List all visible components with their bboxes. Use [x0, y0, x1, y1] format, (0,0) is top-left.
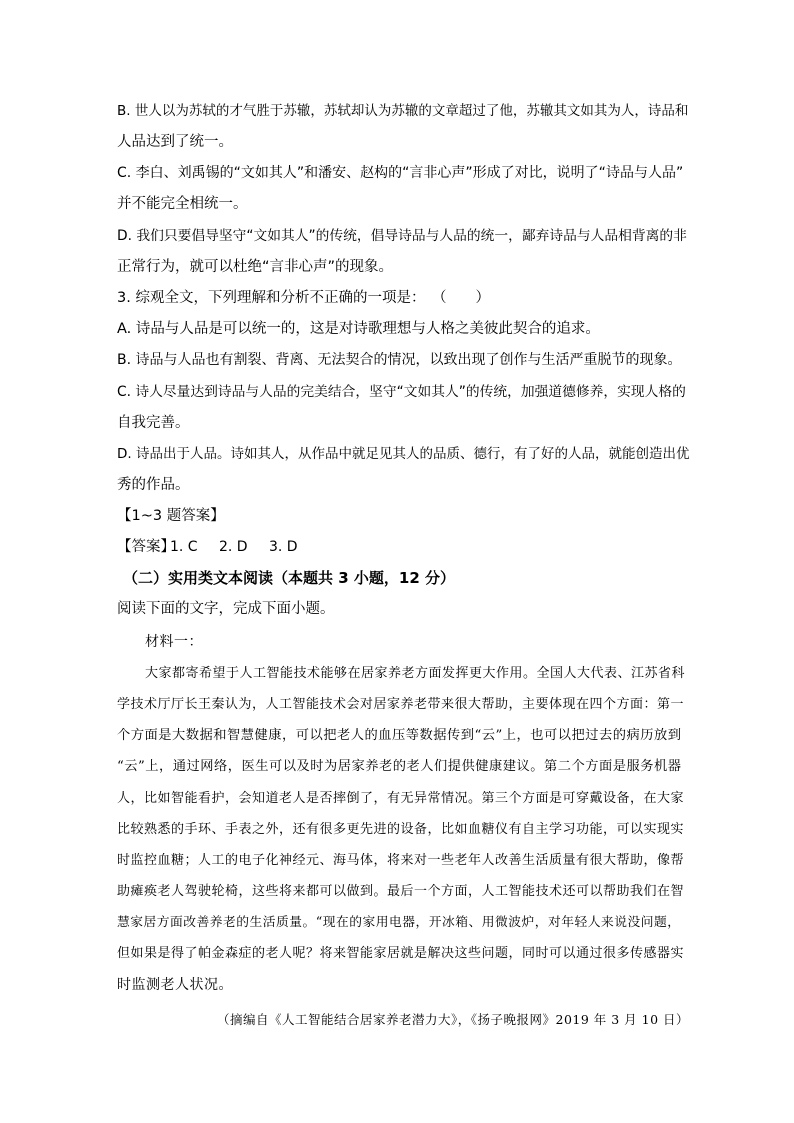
paragraph-line: 比较熟悉的手环、手表之外，还有很多更先进的设备，比如血糖仪有自主学习功能，可以实现实	[117, 822, 685, 837]
paragraph-line: 助瘫痪老人驾驶轮椅，这些将来都可以做到。最后一个方面，人工智能技术还可以帮助我们在智	[117, 884, 685, 899]
material-label: 材料一：	[145, 634, 203, 650]
answer-heading: 【1~3 题答案】	[117, 508, 225, 524]
answer-label: 【答案】	[117, 539, 175, 555]
paragraph-line: 个方面是大数据和智慧健康，可以把老人的血压等数据传到“云”上，也可以把过去的病历放到	[117, 728, 682, 743]
paragraph-line: 时监控血糖；人工的电子化神经元、海马体，将来对一些老年人改善生活质量有很大帮助，像帮	[117, 853, 685, 868]
q3-option-b: B. 诗品与人品也有割裂、背离、无法契合的情况，以致出现了创作与生活严重脱节的现象。	[117, 352, 682, 368]
paragraph-line: 但如果是得了帕金森症的老人呢？将来智能家居就是解决这些问题，同时可以通过很多传感器实	[117, 946, 685, 961]
q3-option-d-line1: D. 诗品出于人品。诗如其人，从作品中就足见其人的品质、德行，有了好的人品，就能创造出优	[117, 446, 690, 462]
q3-stem: 3. 综观全文，下列理解和分析不正确的一项是：	[117, 290, 426, 306]
q3-option-a: A. 诗品与人品是可以统一的，这是对诗歌理想与人格之美彼此契合的追求。	[117, 321, 600, 337]
paragraph-line: 学技术厅厅长王秦认为，人工智能技术会对居家养老带来很大帮助，主要体现在四个方面：第一	[117, 697, 685, 712]
answer-3: 3. D	[269, 539, 298, 555]
answer-2: 2. D	[219, 539, 248, 555]
paragraph-line: 大家都寄希望于人工智能技术能够在居家养老方面发挥更大作用。全国人大代表、江苏省科	[145, 666, 686, 681]
q3-option-c-line1: C. 诗人尽量达到诗品与人品的完美结合，坚守“文如其人”的传统，加强道德修养，实现人格的	[117, 384, 686, 400]
section-instruction: 阅读下面的文字，完成下面小题。	[117, 601, 335, 617]
paragraph-line: 人，比如智能看护，会知道老人是否摔倒了，有无异常情况。第三个方面是可穿戴设备，在大家	[117, 791, 685, 806]
q2-option-c-line1: C. 李白、刘禹锡的“文如其人”和潘安、赵构的“言非心声”形成了对比，说明了“诗品与人品”	[117, 165, 684, 181]
source-citation: （摘编自《人工智能结合居家养老潜力大》，《扬子晚报网》2019 年 3 月 10 日）	[217, 1012, 690, 1027]
paragraph-line: 时监测老人状况。	[117, 977, 233, 993]
q2-option-b-line2: 人品达到了统一。	[117, 134, 233, 150]
paragraph-line: “云”上，通过网络，医生可以及时为居家养老的老人们提供健康建议。第二个方面是服务机器	[117, 759, 682, 774]
section-heading: （二）实用类文本阅读（本题共 3 小题，12 分）	[123, 569, 455, 587]
q3-answer-blank: （ ）	[432, 290, 490, 306]
paragraph-line: 慧家居方面改善养老的生活质量。“现在的家用电器，开冰箱、用微波炉，对年轻人来说没问题，	[117, 915, 681, 930]
q2-option-d-line1: D. 我们只要倡导坚守“文如其人”的传统，倡导诗品与人品的统一，鄙弃诗品与人品相背离的非	[117, 228, 687, 244]
q2-option-b-line1: B. 世人以为苏轼的才气胜于苏辙，苏轼却认为苏辙的文章超过了他，苏辙其文如其为人，诗品和	[117, 103, 689, 119]
q2-option-c-line2: 并不能完全相统一。	[117, 196, 248, 212]
q3-option-d-line2: 秀的作品。	[117, 477, 190, 493]
q2-option-d-line2: 正常行为，就可以杜绝“言非心声”的现象。	[117, 259, 394, 275]
answer-1: 1. C	[170, 539, 198, 555]
q3-option-c-line2: 自我完善。	[117, 415, 190, 431]
